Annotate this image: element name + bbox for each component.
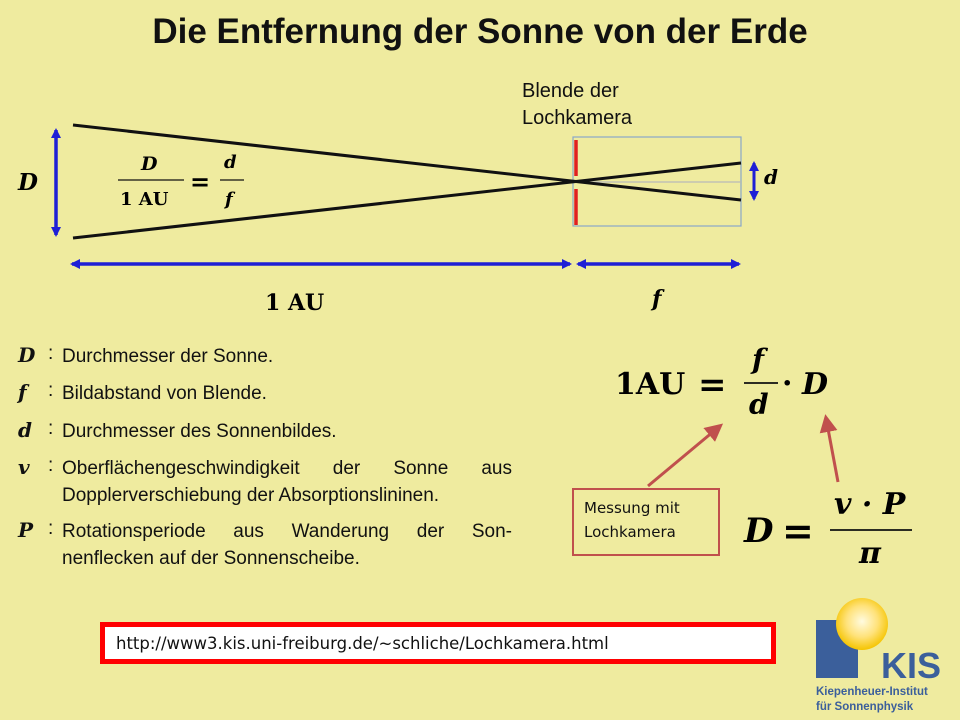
au-formula-lhs: 1AU [615, 367, 686, 402]
d-formula-num: v · P [834, 487, 906, 522]
distance-label: 1 AU [265, 290, 325, 316]
ratio-left-den: 1 AU [120, 189, 169, 210]
definition-symbol: v [18, 455, 30, 479]
definition-text [62, 455, 512, 509]
au-formula-num: f [752, 343, 765, 376]
definition-colon: : [48, 455, 54, 476]
aperture-label [522, 78, 632, 132]
callout-line1: Messung mit [584, 499, 680, 517]
definition-symbol: d [18, 418, 32, 442]
au-formula-D: D [802, 367, 829, 402]
definition-text: Durchmesser der Sonne. [62, 346, 274, 367]
au-formula-dot: · [782, 366, 793, 401]
callout-line2: Lochkamera [584, 523, 676, 541]
callout-arrow-1 [648, 426, 720, 486]
focal-label: f [652, 286, 662, 312]
ratio-left-num: D [141, 153, 158, 175]
callout-arrow-2 [826, 418, 838, 482]
definition-line: Dopplerverschiebung der Absorptionslininen. [62, 485, 440, 506]
label-d: d [764, 165, 778, 189]
source-link[interactable]: http://www3.kis.uni-freiburg.de/~schliche/Lochkamera.html [100, 622, 776, 664]
definition-text [62, 518, 512, 572]
definition-text: Bildabstand von Blende. [62, 383, 267, 404]
aperture-label-line2: Lochkamera [522, 107, 633, 129]
measurement-callout [572, 488, 720, 556]
au-formula-den: d [749, 388, 769, 421]
ray-bottom [73, 163, 741, 238]
definition-colon: : [48, 518, 54, 539]
sun-icon [836, 598, 888, 650]
definition-colon: : [48, 418, 54, 439]
ray-top [73, 125, 741, 200]
page-title: Die Entfernung der Sonne von der Erde [152, 12, 808, 51]
aperture-label-line1: Blende der [522, 80, 619, 102]
label-D: D [18, 169, 38, 196]
definition-symbol: f [18, 380, 27, 404]
d-formula-eq: = [782, 508, 814, 553]
definition-colon: : [48, 343, 54, 364]
logo-line2: für Sonnenphysik [816, 701, 914, 713]
logo-acronym: KIS [881, 645, 942, 686]
ratio-equals: = [190, 167, 211, 196]
definition-line: nenflecken auf der Sonnenscheibe. [62, 548, 360, 569]
definition-symbol: D [18, 343, 36, 367]
ratio-right-num: d [224, 152, 237, 173]
d-formula-den: π [859, 536, 881, 571]
logo-line1: Kiepenheuer-Institut [816, 686, 928, 698]
definition-colon: : [48, 380, 54, 401]
ratio-right-den: f [225, 189, 233, 210]
d-formula-lhs: D [744, 511, 774, 551]
definition-symbol: P [18, 518, 34, 542]
definition-text: Durchmesser des Sonnenbildes. [62, 421, 337, 442]
definition-line: Rotationsperiode aus Wanderung der Son- [62, 521, 512, 542]
au-formula-eq: = [698, 365, 727, 405]
kis-logo [800, 598, 950, 718]
definition-line: Oberflächengeschwindigkeit der Sonne aus [62, 458, 512, 479]
